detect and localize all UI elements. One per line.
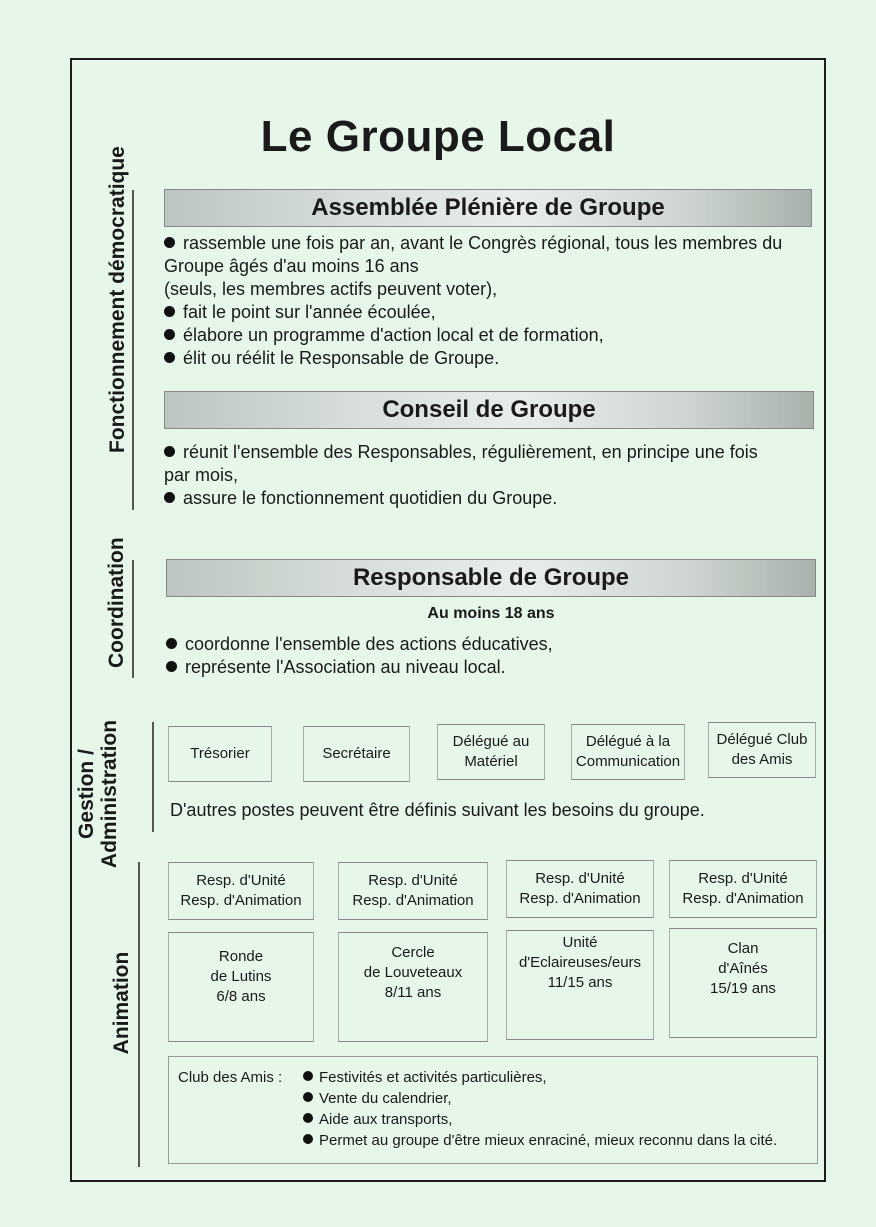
club-item: Permet au groupe d'être mieux enraciné, mieux reconnu dans la cité. (303, 1130, 813, 1151)
side-label-animation: Animation (110, 951, 133, 1055)
box-text: de Lutins (210, 968, 272, 985)
gestion-box-tresorier (168, 726, 272, 782)
bullet-icon (303, 1071, 313, 1081)
assemblee-item: élabore un programme d'action local et de formation, (164, 324, 824, 347)
resp-box-louveteaux (338, 862, 488, 920)
unit-box-eclaireurs (506, 930, 654, 1040)
box-text: 6/8 ans (216, 988, 266, 1005)
box-text: 15/19 ans (710, 980, 776, 997)
conseil-item: assure le fonctionnement quotidien du Groupe. (164, 487, 824, 510)
conseil-heading: Conseil de Groupe (164, 391, 814, 429)
box-text: Resp. d'Animation (682, 890, 804, 907)
gestion-note: D'autres postes peuvent être définis suivant les besoins du groupe. (170, 800, 705, 820)
resp-box-aines (669, 860, 817, 918)
box-text: Resp. d'Unité (196, 872, 286, 889)
side-label-gestion-line1: Gestion / (75, 749, 98, 839)
assemblee-item: rassemble une fois par an, avant le Congrès régional, tous les membres du (164, 232, 824, 255)
side-divider-coordination (132, 560, 134, 678)
box-text: Unité (562, 934, 598, 951)
side-label-coordination: Coordination (105, 537, 128, 668)
club-label: Club des Amis : (178, 1069, 283, 1086)
assemblee-text (164, 232, 824, 370)
gestion-box-delegue-materiel (437, 724, 545, 780)
club-item: Festivités et activités particulières, (303, 1067, 813, 1088)
assemblee-line: (seuls, les membres actifs peuvent voter), (164, 279, 498, 299)
side-label-fonctionnement: Fonctionnement démocratique (106, 146, 129, 453)
box-text: Communication (575, 753, 681, 770)
gestion-box-secretaire (303, 726, 410, 782)
box-text: 11/15 ans (547, 974, 613, 991)
box-text: Ronde (218, 948, 264, 965)
bullet-icon (303, 1092, 313, 1102)
box-text: des Amis (731, 751, 793, 768)
assemblee-heading: Assemblée Plénière de Groupe (164, 189, 812, 227)
box-text: Clan (727, 940, 759, 957)
box-text: Resp. d'Animation (352, 892, 474, 909)
bullet-icon (164, 306, 175, 317)
responsable-age: Au moins 18 ans (427, 605, 555, 622)
gestion-box-delegue-communication (571, 724, 685, 780)
club-list (303, 1067, 813, 1151)
box-text: Matériel (464, 753, 518, 770)
side-label-gestion-line2: Administration (98, 719, 121, 869)
bullet-icon (164, 329, 175, 340)
club-item: Vente du calendrier, (303, 1088, 813, 1109)
side-label-gestion (75, 714, 123, 874)
conseil-line: par mois, (164, 465, 239, 485)
assemblee-item: élit ou réélit le Responsable de Groupe. (164, 347, 824, 370)
box-text: d'Eclaireuses/eurs (518, 954, 642, 971)
responsable-item: représente l'Association au niveau local. (166, 656, 816, 679)
box-text: de Louveteaux (363, 964, 463, 981)
bullet-icon (164, 352, 175, 363)
club-des-amis-box (168, 1056, 818, 1164)
box-text: Cercle (391, 944, 435, 961)
side-divider-fonctionnement (132, 190, 134, 510)
side-divider-gestion (152, 722, 154, 832)
bullet-icon (303, 1134, 313, 1144)
box-text: Délégué à la (585, 733, 671, 750)
box-text: d'Aînés (718, 960, 768, 977)
resp-box-lutins (168, 862, 314, 920)
resp-box-eclaireurs (506, 860, 654, 918)
page-title: Le Groupe Local (260, 112, 616, 161)
bullet-icon (164, 492, 175, 503)
box-text: Secrétaire (322, 745, 391, 762)
club-item: Aide aux transports, (303, 1109, 813, 1130)
box-text: Resp. d'Unité (535, 870, 625, 887)
unit-box-aines (669, 928, 817, 1038)
unit-box-louveteaux (338, 932, 488, 1042)
responsable-text (166, 633, 816, 679)
responsable-item: coordonne l'ensemble des actions éducatives, (166, 633, 816, 656)
bullet-icon (166, 661, 177, 672)
bullet-icon (166, 638, 177, 649)
responsable-heading: Responsable de Groupe (166, 559, 816, 597)
gestion-box-delegue-club (708, 722, 816, 778)
box-text: Resp. d'Unité (698, 870, 788, 887)
assemblee-item: fait le point sur l'année écoulée, (164, 301, 824, 324)
box-text: 8/11 ans (384, 984, 442, 1001)
box-text: Resp. d'Animation (180, 892, 302, 909)
box-text: Délégué au (452, 733, 530, 750)
box-text: Trésorier (190, 745, 250, 762)
bullet-icon (164, 237, 175, 248)
side-divider-animation (138, 862, 140, 1167)
bullet-icon (164, 446, 175, 457)
conseil-item: réunit l'ensemble des Responsables, régulièrement, en principe une fois (164, 441, 824, 464)
bullet-icon (303, 1113, 313, 1123)
conseil-text (164, 441, 824, 510)
unit-box-lutins (168, 932, 314, 1042)
box-text: Resp. d'Unité (368, 872, 458, 889)
assemblee-line: Groupe âgés d'au moins 16 ans (164, 256, 419, 276)
box-text: Resp. d'Animation (519, 890, 641, 907)
box-text: Délégué Club (716, 731, 808, 748)
